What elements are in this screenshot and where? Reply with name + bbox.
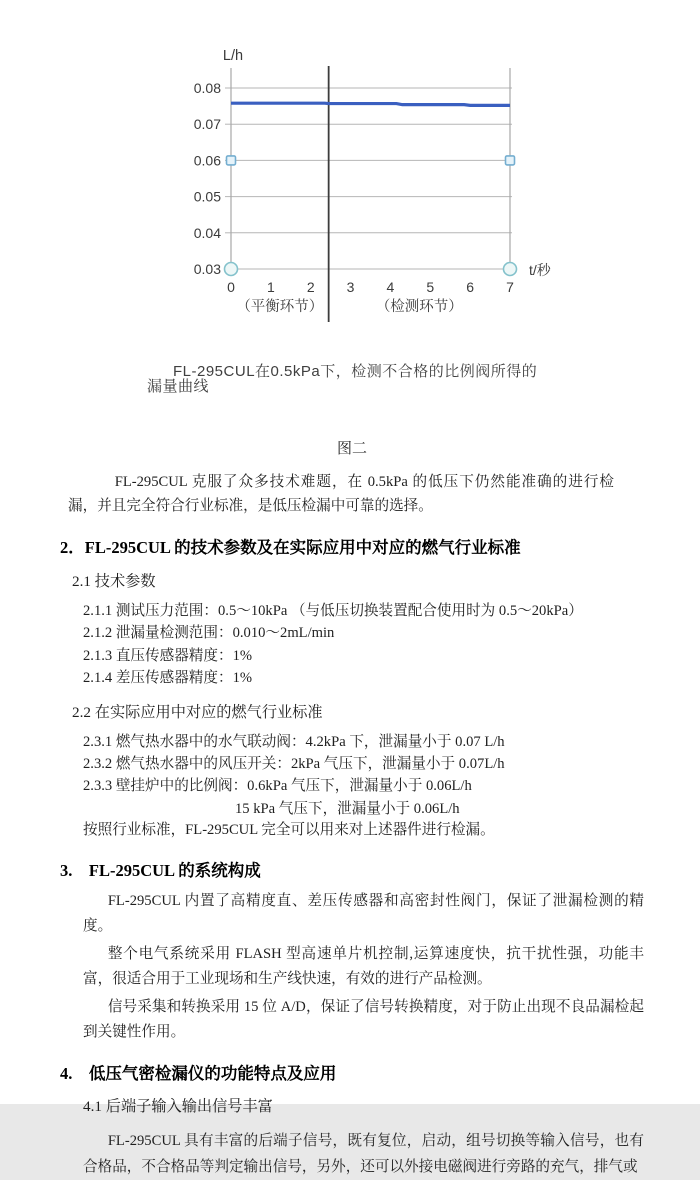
chart-markers (225, 156, 517, 276)
spec-item-2-3-2: 2.3.2 燃气热水器中的风压开关：2kPa 气压下，泄漏量小于 0.07L/h (83, 756, 505, 773)
phase-label: （平衡环节） (236, 299, 324, 315)
document-body (0, 436, 700, 1180)
chart-grid (225, 88, 512, 269)
circle-marker (504, 263, 517, 276)
svg-text:0.04: 0.04 (193, 224, 221, 241)
svg-text:0.07: 0.07 (193, 116, 221, 133)
spec-item-2-1-2: 2.1.2 泄漏量检测范围：0.010～2mL/min (83, 625, 335, 642)
section-2-heading: 2．FL-295CUL 的技术参数及在实际应用中对应的燃气行业标准 (60, 538, 521, 557)
figure-2-chart-region (0, 0, 700, 410)
section-4-1-heading: 4.1 后端子输入输出信号丰富 (83, 1098, 273, 1116)
svg-text:4: 4 (386, 279, 395, 295)
section-3-paragraph-2: 整个电气系统采用 FLASH 型高速单片机控制,运算速度快，抗干扰性强，功能丰富，很适合用于工业现场和生产线快速，有效的进行产品检测。 (83, 946, 644, 987)
svg-text:3: 3 (346, 279, 355, 295)
svg-text:0.05: 0.05 (193, 188, 221, 205)
chart-series-line (231, 103, 510, 105)
spec-item-2-3-3: 2.3.3 壁挂炉中的比例阀：0.6kPa 气压下，泄漏量小于 0.06L/h (83, 778, 472, 795)
circle-marker (225, 263, 238, 276)
section-4-paragraph: FL-295CUL 具有丰富的后端子信号，既有复位，启动，组号切换等输入信号，也有合格品，不合格品等判定输出信号，另外，还可以外接电磁阀进行旁路的充气，排气或 (83, 1133, 644, 1175)
intro-paragraph: FL-295CUL 克服了众多技术难题，在 0.5kPa 的低压下仍然能准确的进行检漏，并且完全符合行业标准，是低压检漏中可靠的选择。 (68, 474, 614, 514)
svg-text:7: 7 (506, 279, 514, 295)
svg-text:0.08: 0.08 (193, 80, 221, 96)
svg-text:2: 2 (306, 279, 315, 295)
section-2-2-heading: 2.2 在实际应用中对应的燃气行业标准 (72, 703, 323, 721)
standards-note: 按照行业标准，FL-295CUL 完全可以用来对上述器件进行检漏。 (83, 821, 495, 838)
spec-item-2-1-4: 2.1.4 差压传感器精度：1% (83, 670, 253, 687)
chart-caption-line1: FL-295CUL在0.5kPa下，检测不合格的比例阀所得的 (173, 363, 538, 380)
svg-text:6: 6 (466, 279, 475, 295)
section-4-heading: 4. 低压气密检漏仪的功能特点及应用 (60, 1064, 337, 1084)
svg-text:0.06: 0.06 (193, 152, 221, 169)
spec-item-2-3-3-continued: 15 kPa 气压下，泄漏量小于 0.06L/h (235, 800, 460, 817)
spec-item-2-1-1: 2.1.1 测试压力范围：0.5～10kPa （与低压切换装置配合使用时为 0.5～20kPa） (83, 603, 583, 619)
chart-caption-line2: 漏量曲线 (147, 378, 210, 395)
square-marker (227, 156, 236, 165)
section-3-paragraph-1: FL-295CUL 内置了高精度直、差压传感器和高密封性阀门，保证了泄漏检测的精度。 (83, 893, 644, 934)
phase-label: （检测环节） (375, 299, 463, 315)
leak-curve-series (231, 103, 510, 105)
chart-caption (147, 364, 587, 394)
svg-text:0.03: 0.03 (193, 261, 221, 277)
svg-text:5: 5 (426, 279, 435, 295)
figure-label: 图二 (336, 441, 367, 457)
y-axis-label: L/h (222, 48, 244, 64)
spec-item-2-3-1: 2.3.1 燃气热水器中的水气联动阀：4.2kPa 下，泄漏量小于 0.07 L/h (83, 733, 505, 750)
square-marker (506, 156, 515, 165)
section-3-heading: 3. FL-295CUL 的系统构成 (60, 861, 261, 881)
svg-text:1: 1 (266, 279, 275, 295)
section-2-1-heading: 2.1 技术参数 (72, 573, 156, 590)
svg-text:0: 0 (227, 279, 235, 295)
leak-rate-chart (0, 0, 700, 410)
x-axis-label: t/秒 (529, 262, 551, 278)
spec-item-2-1-3: 2.1.3 直压传感器精度：1% (83, 647, 253, 664)
section-3-paragraph-3: 信号采集和转换采用 15 位 A/D，保证了信号转换精度，对于防止出现不良品漏检起到关键性作用。 (83, 999, 644, 1040)
